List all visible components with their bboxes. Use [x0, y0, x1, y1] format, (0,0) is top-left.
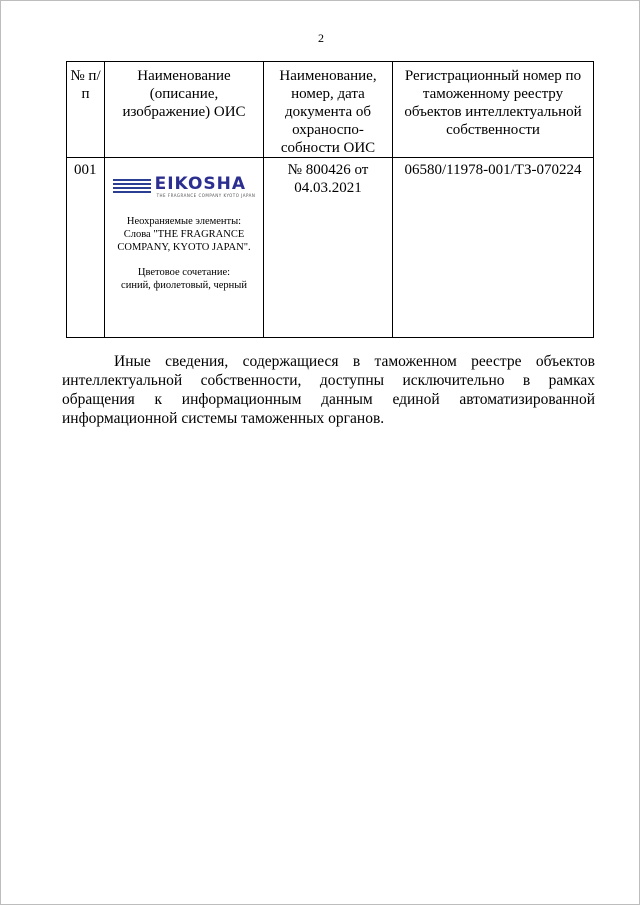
registry-number-cell: 06580/11978-001/ТЗ-070224 — [393, 158, 594, 338]
logo-word: EIKOSHA — [154, 173, 247, 194]
color-value: синий, фиолетовый, черный — [121, 280, 247, 291]
header-number-label: № п/п — [70, 68, 101, 102]
color-combination — [105, 266, 263, 292]
header-document-label: Наименование, номер, дата документа об охраноспо- собности ОИС — [279, 68, 377, 156]
header-registry-number-label: Регистрационный номер по таможенному реестру объектов интеллектуальной собственности — [404, 68, 582, 138]
page-number: 2 — [318, 31, 324, 45]
header-registry-number — [393, 62, 594, 158]
header-object-name-label: Наименование (описание, изображение) ОИС — [122, 68, 246, 120]
unprotected-value: Слова "THE FRAGRANCE COMPANY, KYOTO JAPAN". — [117, 229, 251, 253]
body-paragraph: Иные сведения, содержащиеся в таможенном реестре объектов интеллектуальной собственности, доступны исключительно в рамках обращения к информационным данным единой автоматизированной информационной системы таможенных органов. — [62, 353, 595, 427]
object-description-cell — [105, 158, 264, 338]
registry-table — [66, 61, 594, 338]
eikosha-logo — [105, 171, 263, 201]
logo-stripes-icon — [113, 179, 151, 193]
header-object-name — [105, 62, 264, 158]
unprotected-elements — [105, 215, 263, 254]
header-document — [264, 62, 393, 158]
table-row — [67, 158, 594, 338]
document-cell: № 800426 от 04.03.2021 — [264, 158, 393, 338]
header-number — [67, 62, 105, 158]
row-number: 001 — [67, 158, 105, 338]
table-header-row — [67, 62, 594, 158]
unprotected-label: Неохраняемые элементы: — [126, 216, 242, 227]
color-label: Цветовое сочетание: — [137, 267, 231, 278]
logo-subtitle: THE FRAGRANCE COMPANY KYOTO JAPAN — [156, 192, 256, 198]
